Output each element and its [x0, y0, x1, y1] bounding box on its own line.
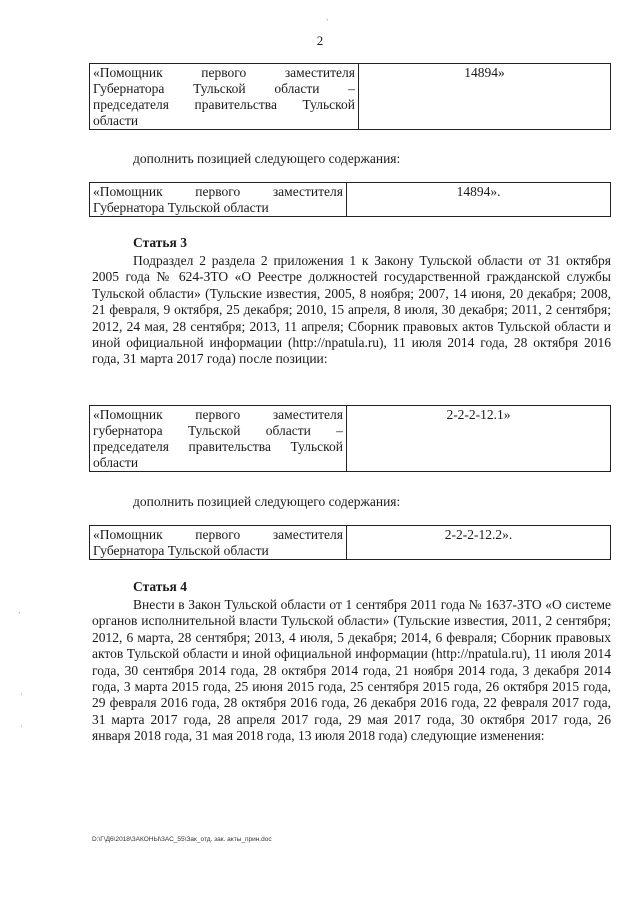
position-table-2 [89, 182, 611, 217]
supplement-text-1: дополнить позицией следующего содержания: [133, 151, 401, 166]
position-table-1 [89, 63, 611, 130]
scan-mark: ˋ [326, 18, 329, 27]
position-code-cell: 2-2-2-12.1» [347, 406, 611, 472]
position-title-cell: «Помощник первого заместителя Губернатора Тульской области [90, 526, 347, 560]
article-4-body: Внести в Закон Тульской области от 1 сентября 2011 года № 1637-ЗТО «О системе органов исполнительной власти Тульской области» (Тульские известия, 2011, 2 сентября; 2012, 6 марта, 28 сентября; 2013, 4 июля, 5 декабря; 2014, 6 февраля; Сборник правовых актов Тульской области и иной официальной информации (http://npatula.ru), 11 июля 2014 года, 30 сентября 2014 года, 28 октября 2014 года, 21 ноября 2014 года, 3 декабря 2014 года, 3 марта 2015 года, 25 июня 2015 года, 25 сентября 2015 года, 26 октября 2015 года, 29 февраля 2016 года, 28 октября 2016 года, 26 декабря 2016 года, 22 февраля 2017 года, 31 марта 2017 года, 28 апреля 2017 года, 29 мая 2017 года, 30 октября 2017 года, 26 января 2018 года, 31 мая 2018 года, 13 июля 2018 года) следующие изменения: [92, 597, 611, 744]
position-table-4 [89, 525, 611, 560]
scan-mark: · [20, 690, 23, 699]
position-title-cell: «Помощник первого заместителя губернатора Тульской области – председателя правительства Тульской области [90, 406, 347, 472]
position-code-cell: 14894». [347, 183, 611, 217]
scan-mark: · [20, 722, 23, 731]
scan-mark: ˋ [18, 611, 21, 620]
document-footer-path: D:\Г\Д6\2018\ЗАКОНЫ\ЗАС_55\Зак_отд. зак. акты_прин.doc [92, 836, 272, 843]
article-3-body: Подраздел 2 раздела 2 приложения 1 к Закону Тульской области от 31 октября 2005 года № 624-ЗТО «О Реестре должностей государственной гражданской службы Тульской области» (Тульские известия, 2005, 8 ноября; 2007, 14 июня, 20 декабря; 2008, 21 февраля, 9 октября, 25 декабря; 2010, 15 апреля, 8 июля, 30 декабря; 2011, 2 сентября; 2012, 24 мая, 28 сентября; 2013, 11 апреля; Сборник правовых актов Тульской области и иной официальной информации (http://npatula.ru), 11 июля 2014 года, 28 октября 2016 года, 31 марта 2017 года) после позиции: [92, 253, 611, 367]
article-4-heading: Статья 4 [133, 579, 187, 594]
position-table-3 [89, 405, 611, 472]
table-row [90, 183, 611, 217]
article-3-heading: Статья 3 [133, 235, 187, 250]
position-title-cell: «Помощник первого заместителя Губернатора Тульской области [90, 183, 347, 217]
position-title-cell: «Помощник первого заместителя Губернатора Тульской области – председателя правительства Тульской области [90, 64, 359, 130]
supplement-text-2: дополнить позицией следующего содержания: [133, 494, 401, 509]
table-row [90, 406, 611, 472]
position-code-cell: 14894» [359, 64, 611, 130]
table-row [90, 64, 611, 130]
page-number: 2 [316, 33, 324, 48]
position-code-cell: 2-2-2-12.2». [347, 526, 611, 560]
table-row [90, 526, 611, 560]
